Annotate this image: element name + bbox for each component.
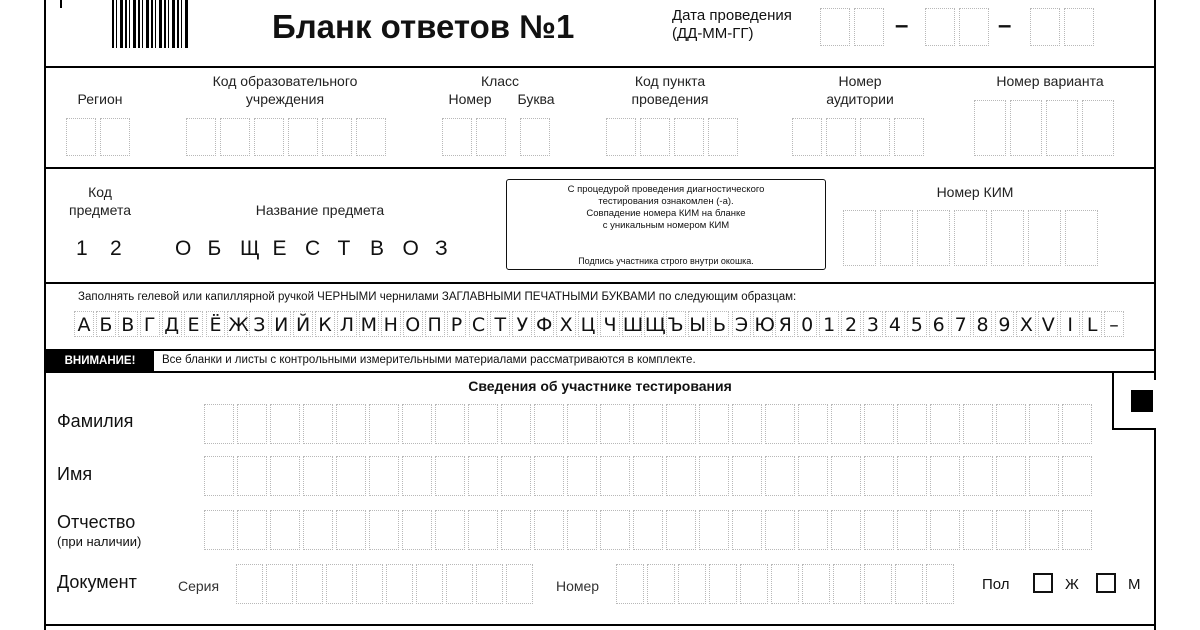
subject-code-digit: 2	[110, 237, 122, 260]
surname-cell[interactable]	[237, 404, 267, 444]
patronymic-cell[interactable]	[1029, 510, 1059, 550]
school-cell[interactable]	[254, 118, 284, 156]
patronymic-cell[interactable]	[600, 510, 630, 550]
variant-cell[interactable]	[974, 100, 1006, 156]
kim-cell[interactable]	[1065, 210, 1098, 266]
name-cell[interactable]	[369, 456, 399, 496]
number-label: Номер	[556, 578, 600, 594]
signature-label: Подпись участника строго внутри окошка.	[578, 256, 754, 266]
sample-glyph: Ы	[688, 311, 708, 337]
sample-glyph: М	[359, 311, 379, 337]
name-cell[interactable]	[567, 456, 597, 496]
name-cell[interactable]	[303, 456, 333, 496]
sample-glyph: Я	[775, 311, 795, 337]
surname-cell[interactable]	[666, 404, 696, 444]
kim-cell[interactable]	[917, 210, 950, 266]
sample-glyph: 1	[819, 311, 839, 337]
name-cell[interactable]	[963, 456, 993, 496]
name-cell[interactable]	[666, 456, 696, 496]
male-label: М	[1128, 576, 1141, 593]
date-separator: –	[998, 12, 1012, 39]
school-cell[interactable]	[322, 118, 352, 156]
region-label: Регион	[77, 91, 123, 107]
school-cell[interactable]	[288, 118, 318, 156]
header-divider	[44, 66, 1156, 68]
surname-cell[interactable]	[930, 404, 960, 444]
sample-glyph: К	[315, 311, 335, 337]
corner-mark-top	[1112, 373, 1114, 429]
patronymic-cell[interactable]	[633, 510, 663, 550]
date-cell[interactable]	[1064, 8, 1094, 46]
point-cell[interactable]	[674, 118, 704, 156]
sample-glyph: Ж	[227, 311, 247, 337]
patronymic-cell[interactable]	[765, 510, 795, 550]
sample-glyph: Б	[96, 311, 116, 337]
number-cell[interactable]	[740, 564, 768, 604]
patronymic-note: (при наличии)	[57, 534, 142, 549]
alignment-marker	[1131, 390, 1153, 412]
series-cell[interactable]	[326, 564, 353, 604]
male-checkbox[interactable]	[1096, 573, 1116, 593]
name-cell[interactable]	[798, 456, 828, 496]
sample-glyph: 5	[907, 311, 927, 337]
surname-cell[interactable]	[501, 404, 531, 444]
subject-name-letter: Е	[272, 237, 287, 260]
subject-name-letter: О	[175, 237, 192, 260]
school-label-1: Код образовательного	[212, 73, 358, 89]
warning-badge: ВНИМАНИЕ!	[46, 351, 154, 371]
surname-cell[interactable]	[699, 404, 729, 444]
warning-text: Все бланки и листы с контрольными измерительными материалами рассматриваются в комплекте.	[162, 354, 696, 366]
patronymic-cell[interactable]	[1062, 510, 1092, 550]
patronymic-cell[interactable]	[831, 510, 861, 550]
patronymic-cell[interactable]	[798, 510, 828, 550]
female-checkbox[interactable]	[1033, 573, 1053, 593]
number-cell[interactable]	[895, 564, 923, 604]
sample-glyph: Л	[337, 311, 357, 337]
subject-code-digit: 1	[76, 237, 88, 260]
surname-cell[interactable]	[600, 404, 630, 444]
surname-cell[interactable]	[633, 404, 663, 444]
surname-cell[interactable]	[336, 404, 366, 444]
subject-code-label-2: предмета	[68, 202, 131, 218]
sample-glyph: Э	[732, 311, 752, 337]
name-cell[interactable]	[633, 456, 663, 496]
name-label: Имя	[57, 464, 93, 484]
class-letter-label: Буква	[517, 91, 555, 107]
patronymic-label: Отчество	[57, 512, 136, 532]
name-cell[interactable]	[336, 456, 366, 496]
name-cell[interactable]	[930, 456, 960, 496]
warning-bottom	[44, 371, 1156, 373]
variant-cell[interactable]	[1046, 100, 1078, 156]
subject-name-label: Название предмета	[255, 202, 385, 218]
name-cell[interactable]	[831, 456, 861, 496]
surname-cell[interactable]	[468, 404, 498, 444]
sample-glyph: –	[1104, 311, 1124, 337]
date-cell[interactable]	[820, 8, 850, 46]
school-cell[interactable]	[186, 118, 216, 156]
surname-cell[interactable]	[303, 404, 333, 444]
corner-mark-bottom	[1112, 428, 1156, 430]
name-cell[interactable]	[732, 456, 762, 496]
form-title: Бланк ответов №1	[272, 8, 575, 45]
top-tick	[60, 0, 62, 8]
frame-right-lower	[1154, 430, 1156, 630]
surname-cell[interactable]	[897, 404, 927, 444]
patronymic-cell[interactable]	[402, 510, 432, 550]
sample-glyph: 9	[995, 311, 1015, 337]
bottom-divider	[44, 624, 1156, 626]
sample-glyph: В	[118, 311, 138, 337]
number-cell[interactable]	[771, 564, 799, 604]
sample-glyph: 2	[841, 311, 861, 337]
room-cell[interactable]	[792, 118, 822, 156]
patronymic-cell[interactable]	[567, 510, 597, 550]
sample-glyph: О	[403, 311, 423, 337]
sample-glyph: 3	[863, 311, 883, 337]
surname-cell[interactable]	[864, 404, 894, 444]
class-number-label: Номер	[448, 91, 492, 107]
codes-divider	[44, 167, 1156, 169]
number-cell[interactable]	[678, 564, 706, 604]
surname-cell[interactable]	[831, 404, 861, 444]
sample-glyph: 6	[929, 311, 949, 337]
patronymic-cell[interactable]	[336, 510, 366, 550]
document-label: Документ	[57, 572, 137, 592]
surname-cell[interactable]	[963, 404, 993, 444]
sample-glyph: П	[425, 311, 445, 337]
kim-cell[interactable]	[880, 210, 913, 266]
subject-name-letter: Щ	[240, 237, 260, 260]
room-cell[interactable]	[894, 118, 924, 156]
number-cell[interactable]	[864, 564, 892, 604]
sample-glyph: Ч	[600, 311, 620, 337]
number-cell[interactable]	[833, 564, 861, 604]
female-label: Ж	[1065, 576, 1079, 593]
date-cell[interactable]	[959, 8, 989, 46]
frame-left	[44, 0, 46, 630]
name-cell[interactable]	[534, 456, 564, 496]
sample-glyph: У	[512, 311, 532, 337]
patronymic-cell[interactable]	[237, 510, 267, 550]
surname-cell[interactable]	[798, 404, 828, 444]
point-cell[interactable]	[640, 118, 670, 156]
sample-glyph: А	[74, 311, 94, 337]
number-cell[interactable]	[802, 564, 830, 604]
name-cell[interactable]	[402, 456, 432, 496]
date-separator: –	[895, 12, 909, 39]
number-cell[interactable]	[709, 564, 737, 604]
date-cell[interactable]	[1030, 8, 1060, 46]
school-label-2: учреждения	[245, 91, 325, 107]
surname-cell[interactable]	[204, 404, 234, 444]
surname-cell[interactable]	[996, 404, 1026, 444]
subject-code-label-1: Код	[88, 184, 112, 200]
variant-cell[interactable]	[1082, 100, 1114, 156]
surname-cell[interactable]	[765, 404, 795, 444]
point-cell[interactable]	[708, 118, 738, 156]
kim-label: Номер КИМ	[936, 184, 1014, 200]
name-cell[interactable]	[1029, 456, 1059, 496]
sample-glyph: Ъ	[666, 311, 686, 337]
kim-cell[interactable]	[843, 210, 876, 266]
class-label: Класс	[480, 73, 520, 89]
room-label-2: аудитории	[826, 91, 894, 107]
room-label-1: Номер	[838, 73, 882, 89]
kim-cell[interactable]	[991, 210, 1024, 266]
sample-glyph: Р	[447, 311, 467, 337]
series-cell[interactable]	[476, 564, 503, 604]
surname-label: Фамилия	[57, 411, 134, 431]
patronymic-cell[interactable]	[930, 510, 960, 550]
date-format-label: (ДД-ММ-ГГ)	[672, 25, 754, 42]
point-cell[interactable]	[606, 118, 636, 156]
sample-glyph: С	[469, 311, 489, 337]
patronymic-cell[interactable]	[303, 510, 333, 550]
name-cell[interactable]	[897, 456, 927, 496]
sample-glyph: Д	[162, 311, 182, 337]
sample-glyph: Т	[490, 311, 510, 337]
sample-glyph: Ё	[206, 311, 226, 337]
sample-glyph: З	[249, 311, 269, 337]
date-cell[interactable]	[854, 8, 884, 46]
variant-label: Номер варианта	[996, 73, 1104, 89]
name-cell[interactable]	[699, 456, 729, 496]
subject-name-letter: З	[435, 237, 448, 260]
patronymic-cell[interactable]	[732, 510, 762, 550]
school-cell[interactable]	[220, 118, 250, 156]
surname-cell[interactable]	[1062, 404, 1092, 444]
class-letter-cell[interactable]	[520, 118, 550, 156]
notice-line: тестирования ознакомлен (-а).	[598, 196, 734, 207]
sample-glyph: 0	[797, 311, 817, 337]
kim-cell[interactable]	[954, 210, 987, 266]
subject-name-letter: Б	[207, 237, 222, 260]
sample-glyph: L	[1082, 311, 1102, 337]
sample-glyph: Ь	[710, 311, 730, 337]
sample-glyph: X	[1016, 311, 1036, 337]
sample-glyph: Ю	[753, 311, 773, 337]
patronymic-cell[interactable]	[204, 510, 234, 550]
surname-cell[interactable]	[1029, 404, 1059, 444]
patronymic-cell[interactable]	[996, 510, 1026, 550]
school-cell[interactable]	[356, 118, 386, 156]
name-cell[interactable]	[600, 456, 630, 496]
region-cell[interactable]	[100, 118, 130, 156]
surname-cell[interactable]	[534, 404, 564, 444]
patronymic-cell[interactable]	[897, 510, 927, 550]
surname-cell[interactable]	[567, 404, 597, 444]
sample-glyph: I	[1060, 311, 1080, 337]
point-label-1: Код пункта	[634, 73, 706, 89]
subject-divider	[44, 282, 1156, 284]
sample-glyph: Щ	[644, 311, 664, 337]
notice-line: Совпадение номера КИМ на бланке	[586, 208, 746, 219]
number-cell[interactable]	[647, 564, 675, 604]
name-cell[interactable]	[435, 456, 465, 496]
series-cell[interactable]	[356, 564, 383, 604]
name-cell[interactable]	[996, 456, 1026, 496]
patronymic-cell[interactable]	[468, 510, 498, 550]
sample-glyph: И	[271, 311, 291, 337]
name-cell[interactable]	[1062, 456, 1092, 496]
name-cell[interactable]	[501, 456, 531, 496]
instructions-text: Заполнять гелевой или капиллярной ручкой ЧЕРНЫМИ чернилами ЗАГЛАВНЫМИ ПЕЧАТНЫМИ БУКВАМИ по следующим образцам:	[78, 291, 797, 303]
date-label: Дата проведения	[672, 7, 792, 24]
sample-glyph: 7	[951, 311, 971, 337]
sample-glyph: Х	[556, 311, 576, 337]
patronymic-cell[interactable]	[369, 510, 399, 550]
sample-glyph: Н	[381, 311, 401, 337]
patronymic-cell[interactable]	[534, 510, 564, 550]
patronymic-cell[interactable]	[666, 510, 696, 550]
sample-glyph: Е	[184, 311, 204, 337]
series-cell[interactable]	[236, 564, 263, 604]
region-cell[interactable]	[66, 118, 96, 156]
number-cell[interactable]	[616, 564, 644, 604]
notice-line: С процедурой проведения диагностического	[567, 184, 765, 195]
sample-glyph: Г	[140, 311, 160, 337]
name-cell[interactable]	[237, 456, 267, 496]
series-cell[interactable]	[386, 564, 413, 604]
subject-name-letter: Т	[337, 237, 351, 260]
gender-label: Пол	[982, 576, 1010, 593]
room-cell[interactable]	[860, 118, 890, 156]
sample-glyph: 4	[885, 311, 905, 337]
name-cell[interactable]	[468, 456, 498, 496]
date-cell[interactable]	[925, 8, 955, 46]
patronymic-cell[interactable]	[699, 510, 729, 550]
sample-glyph: 8	[973, 311, 993, 337]
subject-name-letter: О	[402, 237, 419, 260]
surname-cell[interactable]	[270, 404, 300, 444]
patronymic-cell[interactable]	[501, 510, 531, 550]
surname-cell[interactable]	[435, 404, 465, 444]
subject-name-letter: С	[305, 237, 321, 260]
patronymic-cell[interactable]	[435, 510, 465, 550]
sample-glyph: Ц	[578, 311, 598, 337]
patronymic-cell[interactable]	[963, 510, 993, 550]
name-cell[interactable]	[270, 456, 300, 496]
variant-cell[interactable]	[1010, 100, 1042, 156]
class-number-cell[interactable]	[476, 118, 506, 156]
sample-glyph: Ф	[534, 311, 554, 337]
surname-cell[interactable]	[402, 404, 432, 444]
name-cell[interactable]	[864, 456, 894, 496]
series-cell[interactable]	[506, 564, 533, 604]
class-number-cell[interactable]	[442, 118, 472, 156]
series-label: Серия	[178, 578, 220, 594]
kim-cell[interactable]	[1028, 210, 1061, 266]
number-cell[interactable]	[926, 564, 954, 604]
series-cell[interactable]	[296, 564, 323, 604]
patronymic-cell[interactable]	[270, 510, 300, 550]
room-cell[interactable]	[826, 118, 856, 156]
point-label-2: проведения	[631, 91, 709, 107]
name-cell[interactable]	[204, 456, 234, 496]
series-cell[interactable]	[416, 564, 443, 604]
notice-line: с уникальным номером КИМ	[602, 220, 730, 231]
series-cell[interactable]	[446, 564, 473, 604]
sample-glyph: Ш	[622, 311, 642, 337]
name-cell[interactable]	[765, 456, 795, 496]
frame-right	[1154, 0, 1156, 380]
warning-top	[44, 349, 1156, 351]
surname-cell[interactable]	[369, 404, 399, 444]
patronymic-cell[interactable]	[864, 510, 894, 550]
sample-glyph: Й	[293, 311, 313, 337]
surname-cell[interactable]	[732, 404, 762, 444]
series-cell[interactable]	[266, 564, 293, 604]
subject-name-letter: В	[370, 237, 385, 260]
sample-glyph: V	[1038, 311, 1058, 337]
barcode	[112, 0, 188, 48]
participant-heading: Сведения об участнике тестирования	[468, 378, 732, 394]
